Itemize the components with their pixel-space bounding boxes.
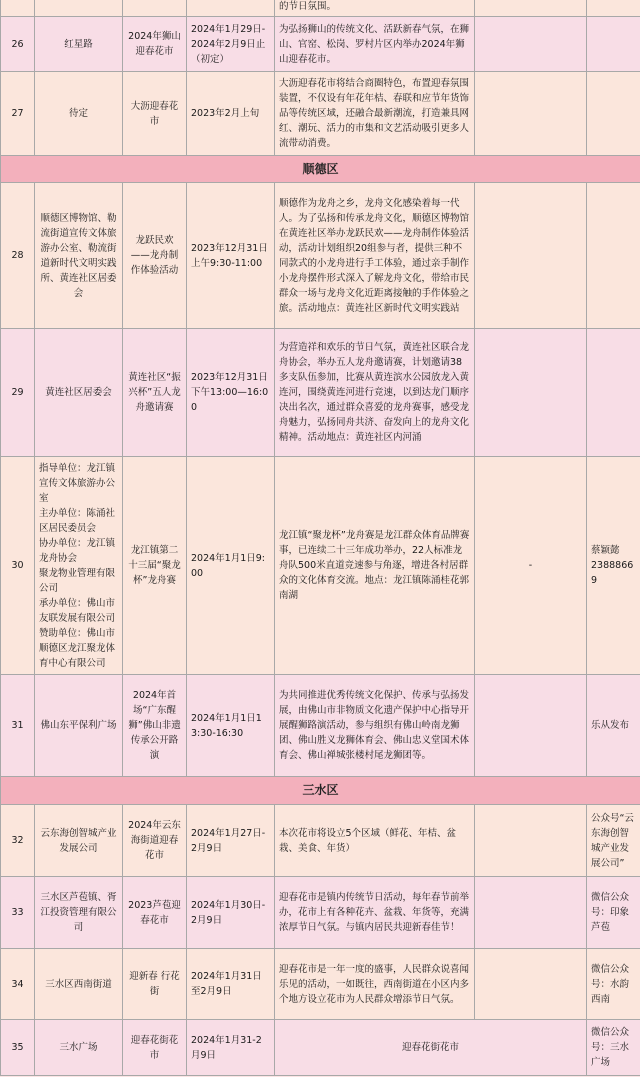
row-contact: 乐从发布 <box>587 675 640 777</box>
table-row <box>1 17 640 72</box>
row-note <box>475 877 587 949</box>
row-note <box>475 949 587 1020</box>
row-note: - <box>475 457 587 675</box>
row-organizer: 三水广场 <box>35 1020 123 1076</box>
table-row <box>1 0 640 17</box>
row-time: 2024年1月30日-2月9日 <box>187 877 275 949</box>
row-time: 2023年12月31日下午13:00—16:00 <box>187 329 275 457</box>
row-contact <box>587 17 640 72</box>
row-content: 迎春花街花市 <box>275 1020 587 1076</box>
district-header-row <box>1 777 640 805</box>
row-number: 34 <box>1 949 35 1020</box>
district-title: 三水区 <box>1 777 640 805</box>
row-time: 2023年12月31日上午9:30-11:00 <box>187 183 275 329</box>
row-contact: 微信公众号：三水广场 <box>587 1020 640 1076</box>
district-header-row <box>1 156 640 183</box>
row-organizer: 顺德区博物馆、勒流街道宣传文体旅游办公室、勒流街道新时代文明实践所、黄连社区居委会 <box>35 183 123 329</box>
row-contact <box>587 183 640 329</box>
row-contact: 微信公众号：印象芦苞 <box>587 877 640 949</box>
row-number: 30 <box>1 457 35 675</box>
row-note <box>475 329 587 457</box>
row-number: 31 <box>1 675 35 777</box>
row-contact: 蔡颖懿 23888669 <box>587 457 640 675</box>
row-organizer: 待定 <box>35 72 123 156</box>
row-time: 2024年1月29日-2024年2月9日止（初定） <box>187 17 275 72</box>
row-content: 为弘扬狮山的传统文化、活跃新春气氛，在狮山、官窑、松岗、罗村片区内举办2024年狮山迎春花市。 <box>275 17 475 72</box>
row-contact: 公众号“云东海创智城产业发展公司” <box>587 805 640 877</box>
district-title: 顺德区 <box>1 156 640 183</box>
row-number: 35 <box>1 1020 35 1076</box>
table-row <box>1 183 640 329</box>
row-content: 顺德作为龙舟之乡，龙舟文化感染着每一代人。为了弘扬和传承龙舟文化，顺德区博物馆在黄连社区举办龙跃民欢——龙舟制作体验活动，活动计划组织20组参与者，提供三种不同款式的小龙舟进行手工体验，通过亲手制作小龙舟摆件形式深入了解龙舟文化，带给市民群众一场与龙舟文化近距离接触的手作体验之旅。活动地点：黄连社区新时代文明实践站 <box>275 183 475 329</box>
row-time: 2024年1月31日至2月9日 <box>187 949 275 1020</box>
row-event-name: 龙江镇第二十三届“聚龙杯”龙舟赛 <box>123 457 187 675</box>
row-content: 为营造祥和欢乐的节日气氛，黄连社区联合龙舟协会，举办五人龙舟邀请赛，计划邀请38多支队伍参加，比赛从黄连滨水公园放龙入黄连河，围绕黄连河进行竞速，以到达龙门顺序决出名次，通过群众喜爱的龙舟赛事，感受龙舟魅力，弘扬同舟共济、奋发向上的龙舟文化精神。活动地点：黄连社区内河涌 <box>275 329 475 457</box>
row-organizer: 三水区西南街道 <box>35 949 123 1020</box>
row-time: 2023年2月上旬 <box>187 72 275 156</box>
table-row <box>1 1020 640 1076</box>
table-row <box>1 877 640 949</box>
table-row <box>1 329 640 457</box>
row-content: 迎春花市是一年一度的盛事，人民群众说喜闻乐见的活动，一如既往，西南街道在小区内多个地方设立花市为人民群众增添节日气氛。 <box>275 949 475 1020</box>
row-organizer: 红星路 <box>35 17 123 72</box>
row-content: 龙江镇“聚龙杯”龙舟赛是龙江群众体育品牌赛事，已连续二十三年成功举办，22人标准龙舟队500米直道竞速参与角逐，增进各村居群众的文化体育交流。地点：龙江镇陈涌桂花郭南湖 <box>275 457 475 675</box>
row-contact <box>587 72 640 156</box>
row-note <box>475 17 587 72</box>
row-time: 2024年1月27日-2月9日 <box>187 805 275 877</box>
row-organizer: 三水区芦苞镇、胥江投资管理有限公司 <box>35 877 123 949</box>
row-note <box>475 675 587 777</box>
row-number: 27 <box>1 72 35 156</box>
row-event-name: 2024年首场“广东醒狮”佛山非遗传承公开路演 <box>123 675 187 777</box>
row-event-name: 2024年云东海街道迎春花市 <box>123 805 187 877</box>
row-organizer: 云东海创智城产业发展公司 <box>35 805 123 877</box>
row-note <box>475 72 587 156</box>
row-number: 28 <box>1 183 35 329</box>
row-contact <box>587 329 640 457</box>
row-event-name: 黄连社区“振兴杯”五人龙舟邀请赛 <box>123 329 187 457</box>
table-row <box>1 949 640 1020</box>
table-row <box>1 72 640 156</box>
row-number: 33 <box>1 877 35 949</box>
row-content: 的节日氛围。 <box>275 0 475 17</box>
row-content: 为共同推进优秀传统文化保护、传承与弘扬发展，由佛山市非物质文化遗产保护中心指导开展醒狮路演活动，参与组织有佛山岭南龙狮团、佛山胜义龙狮体育会、佛山忠义堂国术体育会、佛山禅城张楼村尾龙狮团等。 <box>275 675 475 777</box>
row-event-name: 2023芦苞迎春花市 <box>123 877 187 949</box>
row-note <box>475 805 587 877</box>
row-organizer: 指导单位：龙江镇宣传文体旅游办公室 主办单位：陈涌社区居民委员会 协办单位：龙江镇龙舟协会 聚龙物业管理有限公司 承办单位：佛山市友联发展有限公司 赞助单位：佛山市顺德区龙江聚龙体育中心有限公司 <box>35 457 123 675</box>
row-time: 2024年1月1日9:00 <box>187 457 275 675</box>
row-event-name: 2024年狮山迎春花市 <box>123 17 187 72</box>
row-content: 大沥迎春花市将结合商圈特色，布置迎春氛围装置，不仅设有年花年桔、春联和应节年货饰品等传统区域，还融合最新潮流，打造兼具网红、潮玩、活力的市集和文艺活动吸引更多人流带动消费。 <box>275 72 475 156</box>
row-event-name: 龙跃民欢——龙舟制作体验活动 <box>123 183 187 329</box>
table-row <box>1 457 640 675</box>
row-event-name: 大沥迎春花市 <box>123 72 187 156</box>
row-organizer: 黄连社区居委会 <box>35 329 123 457</box>
row-number: 29 <box>1 329 35 457</box>
row-event-name: 迎春花街花市 <box>123 1020 187 1076</box>
table-row <box>1 675 640 777</box>
row-event-name: 迎新春 行花街 <box>123 949 187 1020</box>
row-time: 2024年1月31-2月9日 <box>187 1020 275 1076</box>
row-content: 本次花市将设立5个区域（鲜花、年桔、盆栽、美食、年货） <box>275 805 475 877</box>
row-number: 26 <box>1 17 35 72</box>
row-note <box>475 183 587 329</box>
table-row <box>1 805 640 877</box>
row-content: 迎春花市是镇内传统节日活动，每年春节前举办，花市上有各种花卉、盆栽、年货等，充满浓厚节日气氛。与镇内居民共迎新春佳节！ <box>275 877 475 949</box>
row-number: 32 <box>1 805 35 877</box>
row-organizer: 佛山东平保利广场 <box>35 675 123 777</box>
row-time: 2024年1月1日13:30-16:30 <box>187 675 275 777</box>
row-contact: 微信公众号：水韵西南 <box>587 949 640 1020</box>
